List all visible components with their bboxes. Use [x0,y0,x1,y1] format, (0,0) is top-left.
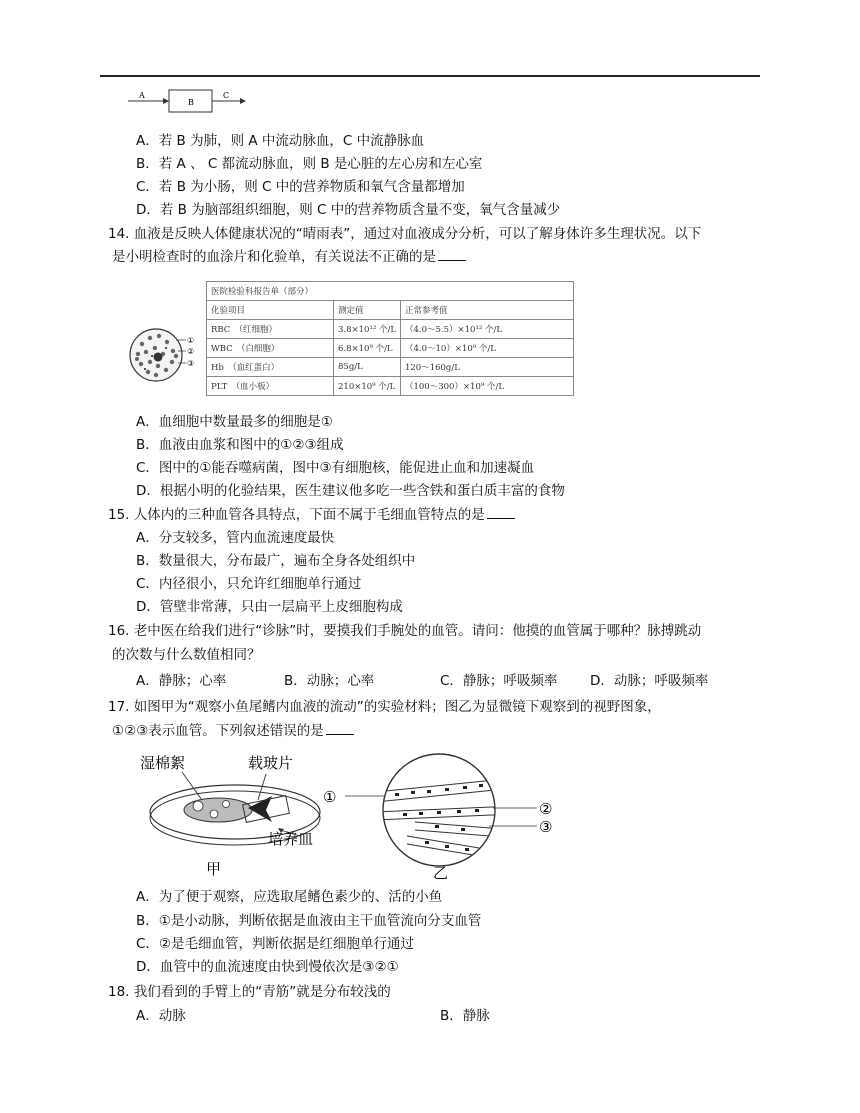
report-header-item: 化验项目 [207,301,334,320]
report-cell: （100～300）×10⁹ 个/L [400,377,573,396]
q14-stem-line1: 14. 血液是反映人体健康状况的“晴雨表”，通过对血液成分分析，可以了解身体许多生理状况。以下 [108,226,702,242]
blood-smear-figure [128,326,206,384]
label-vessel-1: ① [323,788,337,806]
q16-option-c: C．静脉；呼吸频率 [440,673,558,689]
smear-label-3: ③ [187,359,195,368]
q16-option-d: D．动脉；呼吸频率 [590,673,709,689]
report-header-ref: 正常参考值 [400,301,573,320]
report-row [207,339,574,358]
fish-body [184,798,252,822]
report-header-value: 测定值 [334,301,401,320]
white-cell [154,353,163,362]
report-cell: RBC （红细胞） [207,320,334,339]
arrow-a-head [163,98,169,104]
lab-report [206,281,574,396]
q15-option-b: B．数量很大，分布最广，遍布全身各处组织中 [136,553,416,569]
report-cell: 3.8×10¹² 个/L [334,320,401,339]
smear-label-1: ① [187,336,195,345]
label-b: B [188,98,194,107]
q18-stem: 18. 我们看到的手臂上的“青筋”就是分布较浅的 [108,984,391,1000]
report-title: 医院检验科报告单（部分） [207,282,574,301]
microscope-view-figure [315,750,565,882]
q14-option-b: B．血液由血浆和图中的①②③组成 [136,437,344,453]
label-slide: 载玻片 [248,754,294,772]
q15-option-a: A．分支较多，管内血流速度最快 [136,530,335,546]
q17-stem-text: ①②③表示血管。下列叙述错误的是 [112,723,324,739]
q17-option-a: A．为了便于观察，应选取尾鳍色素少的、活的小鱼 [136,889,443,905]
report-cell: Hb （血红蛋白） [207,358,334,377]
lab-report-table [206,281,574,396]
q18-option-a: A．动脉 [136,1008,186,1024]
flow-diagram [125,88,250,114]
report-row [207,377,574,396]
label-jia: 甲 [206,860,222,878]
wet-cotton [193,801,203,811]
report-cell: 6.8×10⁹ 个/L [334,339,401,358]
q15-option-c: C．内径很小，只允许红细胞单行通过 [136,576,362,592]
report-cell: 120～160g/L [400,358,573,377]
q17-stem-line1: 17. 如图甲为“观察小鱼尾鳍内血液的流动”的实验材料；图乙为显微镜下观察到的视野图象， [108,699,661,715]
q14-option-a: A．血细胞中数量最多的细胞是① [136,414,333,430]
smear-label-2: ② [187,347,195,356]
arrow-c-head [240,98,246,104]
report-row [207,320,574,339]
q17-option-b: B．①是小动脉，判断依据是血液由主干血管流向分支血管 [136,913,482,929]
q14-option-c: C．图中的①能吞噬病菌，图中③有细胞核，能促进止血和加速凝血 [136,460,535,476]
q18-option-b: B．静脉 [440,1008,490,1024]
q16-option-b: B．动脉；心率 [284,673,375,689]
q14-stem-text: 是小明检查时的血涂片和化验单，有关说法不正确的是 [112,249,436,265]
q13-option-c: C．若 B 为小肠，则 C 中的营养物质和氧气含量都增加 [136,179,465,195]
answer-blank [438,248,466,261]
report-cell: （4.0～10）×10⁹ 个/L [400,339,573,358]
q13-option-b: B．若 A 、 C 都流动脉血，则 B 是心脏的左心房和左心室 [136,156,483,172]
label-c: C [223,91,230,100]
q15-stem-text: 15. 人体内的三种血管各具特点，下面不属于毛细血管特点的是 [108,507,485,523]
q15-stem [108,503,515,523]
report-cell: WBC （白细胞） [207,339,334,358]
report-cell: 210×10⁹ 个/L [334,377,401,396]
report-cell: （4.0～5.5）×10¹² 个/L [400,320,573,339]
label-wet-cotton: 湿棉絮 [140,754,186,772]
label-vessel-2: ② [539,800,553,818]
report-row [207,358,574,377]
q16-stem-line2: 的次数与什么数值相同？ [112,647,261,663]
header-rule [100,75,760,77]
q16-stem-line1: 16. 老中医在给我们进行“诊脉”时，要摸我们手腕处的血管。请问：他摸的血管属于哪种？脉搏跳动 [108,623,702,639]
fish-experiment-figure [140,752,340,880]
label-dish: 培养皿 [268,830,314,848]
q17-option-c: C．②是毛细血管，判断依据是红细胞单行通过 [136,936,415,952]
q13-option-d: D．若 B 为脑部组织细胞，则 C 中的营养物质含量不变，氧气含量减少 [136,202,561,218]
q15-option-d: D．管壁非常薄，只由一层扁平上皮细胞构成 [136,599,403,615]
q16-option-a: A．静脉；心率 [136,673,227,689]
q14-stem-line2 [112,245,466,265]
label-vessel-3: ③ [539,818,553,836]
report-cell: 85g/L [334,358,401,377]
q17-option-d: D．血管中的血流速度由快到慢依次是③②① [136,959,399,975]
q14-option-d: D．根据小明的化验结果，医生建议他多吃一些含铁和蛋白质丰富的食物 [136,483,565,499]
report-cell: PLT （血小板） [207,377,334,396]
q13-option-a: A．若 B 为肺，则 A 中流动脉血，C 中流静脉血 [136,133,425,149]
q17-stem-line2 [112,719,354,739]
answer-blank [326,722,354,735]
label-yi: 乙 [433,864,449,882]
label-a: A [139,91,145,100]
answer-blank [487,506,515,519]
